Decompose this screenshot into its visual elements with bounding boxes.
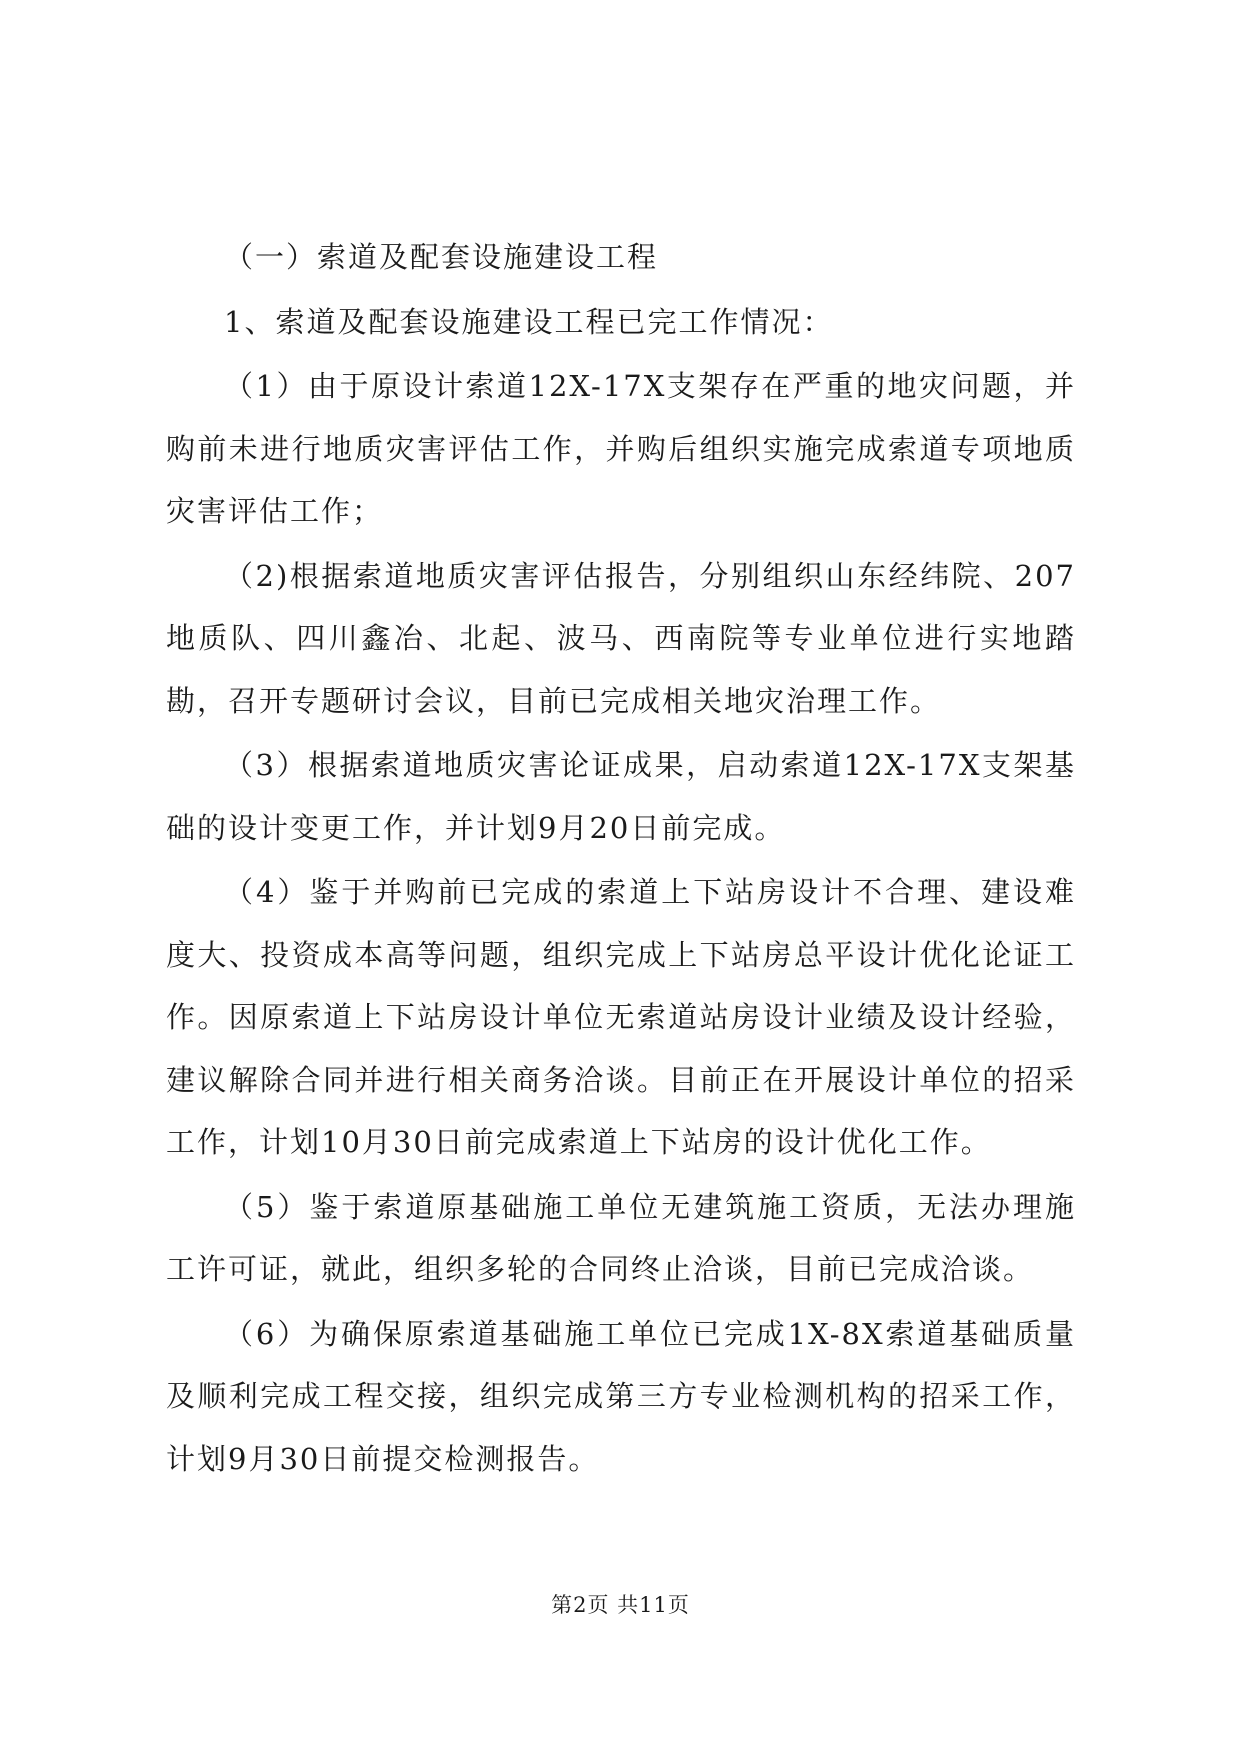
page-footer: 第2页 共11页 [551, 1593, 690, 1617]
paragraph-5: （5）鉴于索道原基础施工单位无建筑施工资质，无法办理施工许可证，就此，组织多轮的合同终止洽谈，目前已完成洽谈。 [166, 1189, 1076, 1286]
paragraph-6: （6）为确保原索道基础施工单位已完成1X-8X索道基础质量及顺利完成工程交接，组织完成第三方专业检测机构的招采工作，计划9月30日前提交检测报告。 [166, 1316, 1076, 1476]
subheading: 1、索道及配套设施建设工程已完工作情况： [224, 304, 834, 339]
paragraph-1: （1）由于原设计索道12X-17X支架存在严重的地灾问题，并购前未进行地质灾害评估工作，并购后组织实施完成索道专项地质灾害评估工作； [166, 369, 1076, 528]
paragraph-3: （3）根据索道地质灾害论证成果，启动索道12X-17X支架基础的设计变更工作，并计划9月20日前完成。 [166, 748, 1076, 845]
document-body [166, 226, 1076, 1490]
paragraph-2: （2)根据索道地质灾害评估报告，分别组织山东经纬院、207地质队、四川鑫冶、北起、波马、西南院等专业单位进行实地踏勘，召开专题研讨会议，目前已完成相关地灾治理工作。 [166, 558, 1076, 718]
section-heading: （一）索道及配套设施建设工程 [224, 240, 659, 274]
paragraph-4: （4）鉴于并购前已完成的索道上下站房设计不合理、建设难度大、投资成本高等问题，组织完成上下站房总平设计优化论证工作。因原索道上下站房设计单位无索道站房设计业绩及设计经验，建议解除合同并进行相关商务洽谈。目前正在开展设计单位的招采工作，计划10月30日前完成索道上下站房的设计优化工作。 [166, 875, 1076, 1159]
